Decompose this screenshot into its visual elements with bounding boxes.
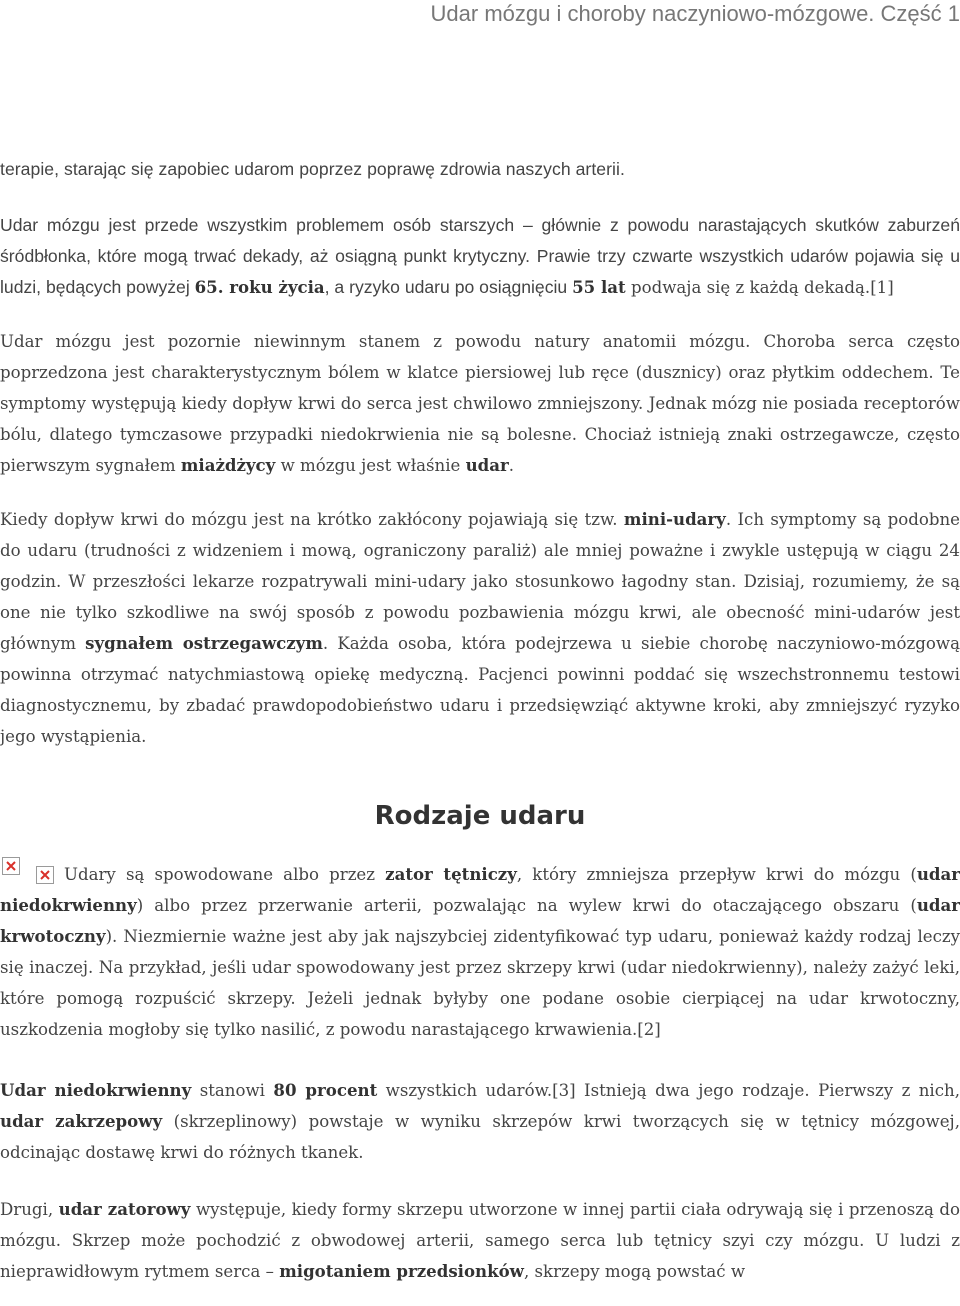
paragraph-7-text-1: Drugi, <box>0 1200 59 1219</box>
paragraph-1: terapie, starając się zapobiec udarom poprzez poprawę zdrowia naszych arterii. <box>0 159 625 179</box>
paragraph-5 <box>0 859 960 1045</box>
paragraph-2-bold-age: 65. roku życia <box>194 277 325 297</box>
paragraph-3-bold-stroke: udar <box>465 455 509 475</box>
paragraph-2-text-2: , a ryzyko udaru po osiągnięciu <box>324 277 573 297</box>
paragraph-7-text-3: , skrzepy mogą powstać w <box>523 1262 746 1281</box>
paragraph-3-bold-atherosclerosis: miażdżycy <box>180 455 276 475</box>
paragraph-5-text-4: ). Niezmiernie ważne jest aby jak najszybciej zidentyfikować typ udaru, ponieważ każdy rodzaj leczy się inaczej. Na przykład, jeśli udar spowodowany jest przez skrzepy krwi (udar niedokrwienny), należy zażyć leki, które pomogą rozpuścić skrzepy. Jeżeli jednak byłyby one podane osobie cierpiącej na udar krwotoczny, uszkodzenia mogłoby się tylko nasilić, z powodu narastającego krwawienia.[2] <box>0 927 960 1039</box>
paragraph-6-text-1: stanowi <box>191 1081 274 1100</box>
paragraph-3-text-2: w mózgu jest właśnie <box>275 456 466 475</box>
paragraph-7-bold-embolic-stroke: udar zatorowy <box>58 1199 191 1219</box>
paragraph-6-text-3: (skrzeplinowy) powstaje w wyniku skrzepów krwi tworzących się w tętnicy mózgowej, odcinając dostawę krwi do różnych tkanek. <box>0 1112 960 1162</box>
paragraph-7-bold-atrial-fibrillation: migotaniem przedsionków <box>279 1261 524 1281</box>
paragraph-2-text-3: podwaja się z każdą dekadą.[1] <box>625 278 894 297</box>
broken-image-icon <box>36 866 54 884</box>
paragraph-6 <box>0 1075 960 1168</box>
paragraph-5-text-3: ) albo przez przerwanie arterii, pozwalając na wylew krwi do otaczającego obszaru ( <box>136 896 917 915</box>
paragraph-5-bold-arterial-embolism: zator tętniczy <box>385 864 517 884</box>
paragraph-4-bold-warning-signal: sygnałem ostrzegawczym <box>85 633 323 653</box>
page-header-title: Udar mózgu i choroby naczyniowo-mózgowe. Część 1 <box>430 1 960 26</box>
paragraph-7-text-2: występuje, kiedy formy skrzepu utworzone w innej partii ciała odrywają się i przenoszą do mózgu. Skrzep może pochodzić z obwodowej arterii, samego serca lub tętnicy szyi czy mózgu. U ludzi z nieprawidłowym rytmem serca – <box>0 1200 960 1281</box>
paragraph-3-text-3: . <box>508 456 515 475</box>
paragraph-7 <box>0 1194 960 1287</box>
paragraph-6-bold-percent: 80 procent <box>273 1080 378 1100</box>
paragraph-6-bold-thrombotic-stroke: udar zakrzepowy <box>0 1111 163 1131</box>
article-body <box>0 154 960 1287</box>
paragraph-6-text-2: wszystkich udarów.[3] Istnieją dwa jego rodzaje. Pierwszy z nich, <box>377 1081 960 1100</box>
paragraph-4-bold-mini-strokes: mini-udary <box>623 509 726 529</box>
paragraph-5-bold-hemorrhagic-stroke: udar krwotoczny <box>0 895 960 946</box>
paragraph-5-text-2: , który zmniejsza przepływ krwi do mózgu ( <box>516 865 917 884</box>
paragraph-4 <box>0 504 960 752</box>
paragraph-3-text-1: Udar mózgu jest pozornie niewinnym stanem z powodu natury anatomii mózgu. Choroba serca często poprzedzona jest charakterystycznym bólem w klatce piersiowej lub ręce (dusznicy) oraz płytkim oddechem. Te symptomy występują kiedy dopływ krwi do serca jest chwilowo zmniejszony. Jednak mózg nie posiada receptorów bólu, dlatego tymczasowe przypadki niedokrwienia nie są bolesne. Chociaż istnieją znaki ostrzegawcze, często pierwszym sygnałem <box>0 332 960 475</box>
paragraph-4-text-1: Kiedy dopływ krwi do mózgu jest na krótko zakłócony pojawiają się tzw. <box>0 510 624 529</box>
paragraph-5-text-1: Udary są spowodowane albo przez <box>64 865 386 884</box>
paragraph-3 <box>0 326 960 481</box>
paragraph-2-bold-years: 55 lat <box>572 277 626 297</box>
paragraph-4-text-2: . Ich symptomy są podobne do udaru (trudności z widzeniem i mową, ograniczony paraliż) ale mniej poważne i zwykle ustępują w ciągu 24 godzin. W przeszłości lekarze rozpatrywali mini-udary jako stosunkowo łagodny stan. Dzisiaj, rozumiemy, że są one nie tylko szkodliwe na swój sposób z powodu pozbawienia mózgu krwi, ale obecność mini-udarów jest głównym <box>0 510 960 653</box>
paragraph-6-bold-ischemic-stroke: Udar niedokrwienny <box>0 1080 192 1100</box>
paragraph-2 <box>0 210 960 303</box>
paragraph-2-text-1: Udar mózgu jest przede wszystkim problemem osób starszych – głównie z powodu narastających skutków zaburzeń śródbłonka, które mogą trwać dekady, aż osiągną punkt krytyczny. Prawie trzy czwarte wszystkich udarów pojawia się u ludzi, będących powyżej <box>0 215 960 297</box>
section-heading-stroke-types: Rodzaje udaru <box>374 801 586 831</box>
paragraph-4-text-3: . Każda osoba, która podejrzewa u siebie chorobę naczyniowo-mózgową powinna otrzymać natychmiastową opiekę medyczną. Pacjenci powinni poddać się wszechstronnemu testowi diagnostycznemu, by zbadać prawdopodobieństwo udaru i przedsięwziąć aktywne kroki, aby zmniejszyć ryzyko jego wystąpienia. <box>0 634 960 746</box>
broken-image-icon <box>2 857 20 875</box>
paragraph-5-bold-ischemic-stroke: udar niedokrwienny <box>0 864 960 915</box>
